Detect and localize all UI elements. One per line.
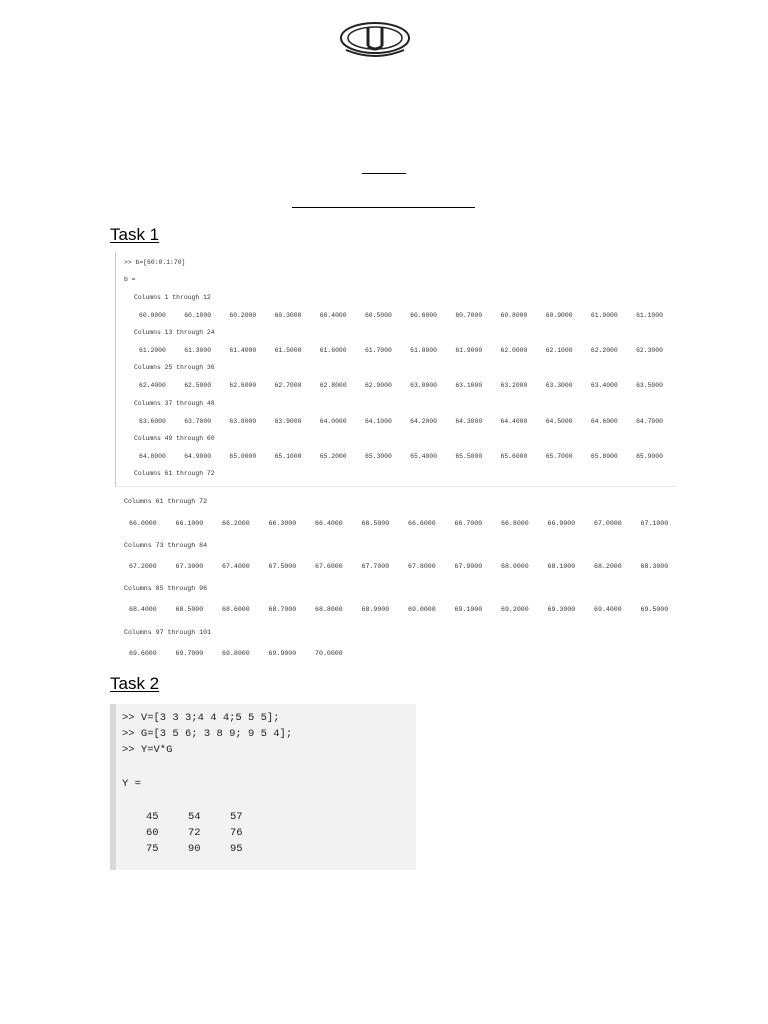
- value-row: 61.2000 61.3000 61.4000 61.5000 61.6000 61.7000 61.8000 61.9000 62.0000 62.1000 62.2000 62.3000: [139, 347, 663, 354]
- column-range-label: Columns 49 through 60: [134, 435, 215, 442]
- title-underline: [362, 173, 406, 174]
- column-range-label: Columns 37 through 48: [134, 400, 215, 407]
- command-line: >> G=[3 5 6; 3 8 9; 9 5 4];: [122, 728, 293, 740]
- output-variable: Y =: [122, 778, 141, 790]
- task2-heading: Task 2: [110, 674, 160, 693]
- column-range-label: Columns 13 through 24: [134, 329, 215, 336]
- value-row: 67.2000 67.3000 67.4000 67.5000 67.6000 67.7000 67.8000 67.9000 68.0000 68.1000 68.2000 68.3000: [129, 563, 669, 570]
- value-row: 64.8000 64.9000 65.0000 65.1000 65.2000 65.3000 65.4000 65.5000 65.6000 65.7000 65.8000 65.9000: [139, 453, 663, 460]
- university-logo: [338, 18, 412, 62]
- command-line: >> V=[3 3 3;4 4 4;5 5 5];: [122, 712, 280, 724]
- task2-screenshot: [110, 704, 416, 870]
- matrix-row: 60 72 76: [146, 827, 243, 839]
- column-range-label: Columns 61 through 72: [124, 498, 208, 505]
- column-range-label: Columns 61 through 72: [134, 470, 215, 477]
- value-row: 66.0000 66.1000 66.2000 66.3000 66.4000 66.5000 66.6000 66.7000 66.8000 66.9000 67.0000 67.1000: [129, 520, 669, 527]
- matrix-row: 45 54 57: [146, 811, 243, 823]
- value-row: 69.6000 69.7000 69.8000 69.9000 70.0000: [129, 650, 343, 657]
- command-line: >> Y=V*G: [122, 744, 173, 756]
- subtitle-underline: [292, 207, 475, 208]
- value-row: 63.6000 63.7000 63.8000 63.9000 64.0000 64.1000 64.2000 64.3000 64.4000 64.5000 64.6000 64.7000: [139, 418, 663, 425]
- value-row: 68.4000 68.5000 68.6000 68.7000 68.8000 68.9000 69.0000 69.1000 69.2000 69.3000 69.4000 69.5000: [129, 606, 669, 613]
- column-range-label: Columns 97 through 101: [124, 629, 212, 636]
- output-variable: b =: [124, 276, 136, 283]
- value-row: 62.4000 62.5000 62.6000 62.7000 62.8000 62.9000 63.0000 63.1000 63.2000 63.3000 63.4000 63.5000: [139, 382, 663, 389]
- value-row: 60.0000 60.1000 60.2000 60.3000 60.4000 60.5000 60.6000 60.7000 60.8000 60.9000 61.0000 61.1000: [139, 312, 663, 319]
- column-range-label: Columns 25 through 36: [134, 364, 215, 371]
- task1-screenshot-1: [115, 252, 676, 487]
- command-line: >> b=[60:0.1:70]: [124, 259, 186, 266]
- column-range-label: Columns 73 through 84: [124, 542, 208, 549]
- task1-screenshot-2: [110, 492, 690, 664]
- task1-heading: Task 1: [110, 225, 160, 244]
- column-range-label: Columns 1 through 12: [134, 294, 211, 301]
- matrix-row: 75 90 95: [146, 843, 243, 855]
- column-range-label: Columns 85 through 96: [124, 585, 208, 592]
